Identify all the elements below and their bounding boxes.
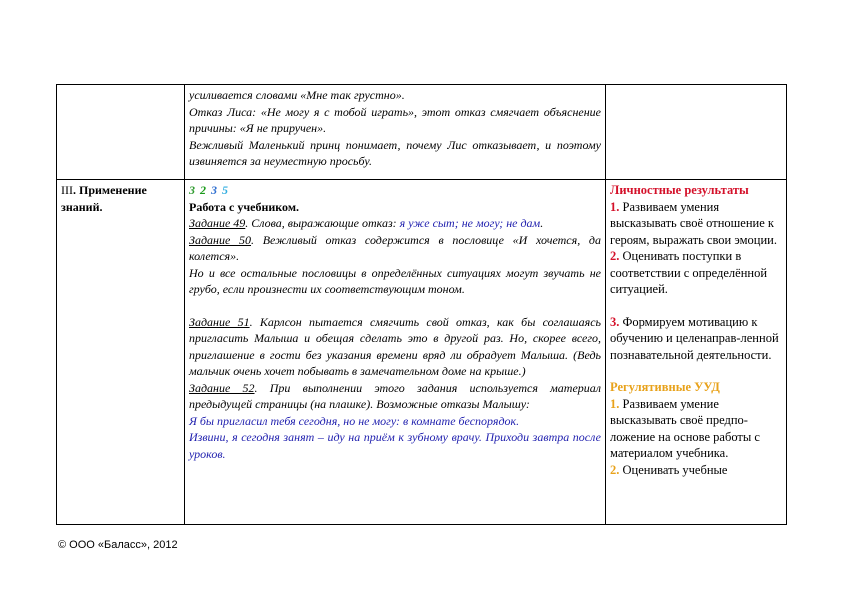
task-51 (189, 314, 601, 380)
result-item (610, 248, 782, 298)
stage-number: III (61, 183, 73, 197)
task-50 (189, 232, 601, 265)
task-label: Задание 52 (189, 380, 255, 395)
task-52 (189, 380, 601, 413)
stage-title: . Применение знаний. (61, 183, 147, 214)
answer-line: Извини, я сегодня занят – иду на приём к зубному врачу. Приходи завтра после уроков. (189, 430, 601, 461)
task-text: . При выполнении этого задания используется материал предыдущей страницы (на плашке). Возможные отказы Малышу: (189, 380, 602, 411)
item-text: Оценивать поступки в соответствии с определённой ситуацией. (610, 249, 768, 296)
task-label: Задание 51 (189, 314, 250, 329)
regulatory-heading: Регулятивные УУД (610, 380, 720, 394)
copyright-footer: © ООО «Баласс», 2012 (58, 539, 178, 551)
task-number: 2 (200, 183, 207, 197)
task-text: . (540, 216, 544, 230)
result-item (610, 314, 782, 364)
task-number: 5 (222, 183, 229, 197)
result-item (610, 199, 782, 249)
result-item (610, 462, 782, 479)
result-item (610, 396, 782, 462)
task-title: Работа с учебником. (189, 199, 300, 214)
task-number: 3 (211, 183, 218, 197)
answer-line: Я бы пригласил тебя сегодня, но не могу: в комнате беспорядок. (189, 413, 520, 428)
item-text: Оценивать учебные (619, 462, 728, 477)
content-cell (185, 180, 606, 525)
item-number: 2. (610, 462, 620, 477)
item-number: 1. (610, 199, 620, 214)
item-text: Формируем мотивацию к обучению и целенаправ-ленной познавательной деятельности. (610, 314, 779, 362)
stage-cell (57, 180, 185, 525)
task-text: . Слова, выражающие отказ: (245, 216, 400, 230)
item-text: Развиваем умение высказывать своё предпо-ложение на основе работы с материалом учебника. (610, 396, 760, 460)
task-label: Задание 49 (189, 216, 246, 230)
task-number: 3 (189, 183, 196, 197)
task-49 (189, 215, 601, 232)
personal-results-heading: Личностные результаты (610, 183, 749, 197)
text-line: усиливается словами «Мне так грустно». (189, 88, 405, 102)
text-line: Отказ Лиса: «Не могу я с тобой играть», этот отказ смягчает объяснение причины: «Я не приручен». (189, 104, 601, 135)
highlight-text: я уже сыт; не могу; не дам (399, 216, 541, 230)
task-numbers (189, 182, 601, 199)
task-label: Задание 50 (189, 232, 252, 247)
item-text: Развиваем умения высказывать своё отношение к героям, выражать свои эмоции. (610, 199, 777, 247)
results-cell-empty (606, 85, 787, 180)
item-number: 1. (610, 396, 620, 411)
text-line: Вежливый Маленький принц понимает, почему Лис отказывает, и поэтому извиняется за неуместную просьбу. (189, 137, 601, 168)
item-number: 2. (610, 249, 620, 263)
item-number: 3. (610, 314, 620, 329)
task-text: . Вежливый отказ содержится в пословице «И хочется, да колется». (189, 232, 601, 263)
table-row (57, 180, 787, 525)
lesson-table (56, 84, 787, 525)
task-50-note: Но и все остальные пословицы в определённых ситуациях могут звучать не грубо, если произнести их соответствующим тоном. (189, 265, 601, 296)
content-cell (185, 85, 606, 180)
table-row (57, 85, 787, 180)
task-text: . Карлсон пытается смягчить свой отказ, как бы соглашаясь пригласить Малыша и обещая сделать это в другой раз. Но, скорее всего, приглашение в гости без указания времени вряд ли обрадует Малыша. (Ведь мальчик очень хочет побывать в замечательном доме на крыше.) (189, 314, 601, 378)
stage-cell-empty (57, 85, 185, 180)
results-cell (606, 180, 787, 525)
